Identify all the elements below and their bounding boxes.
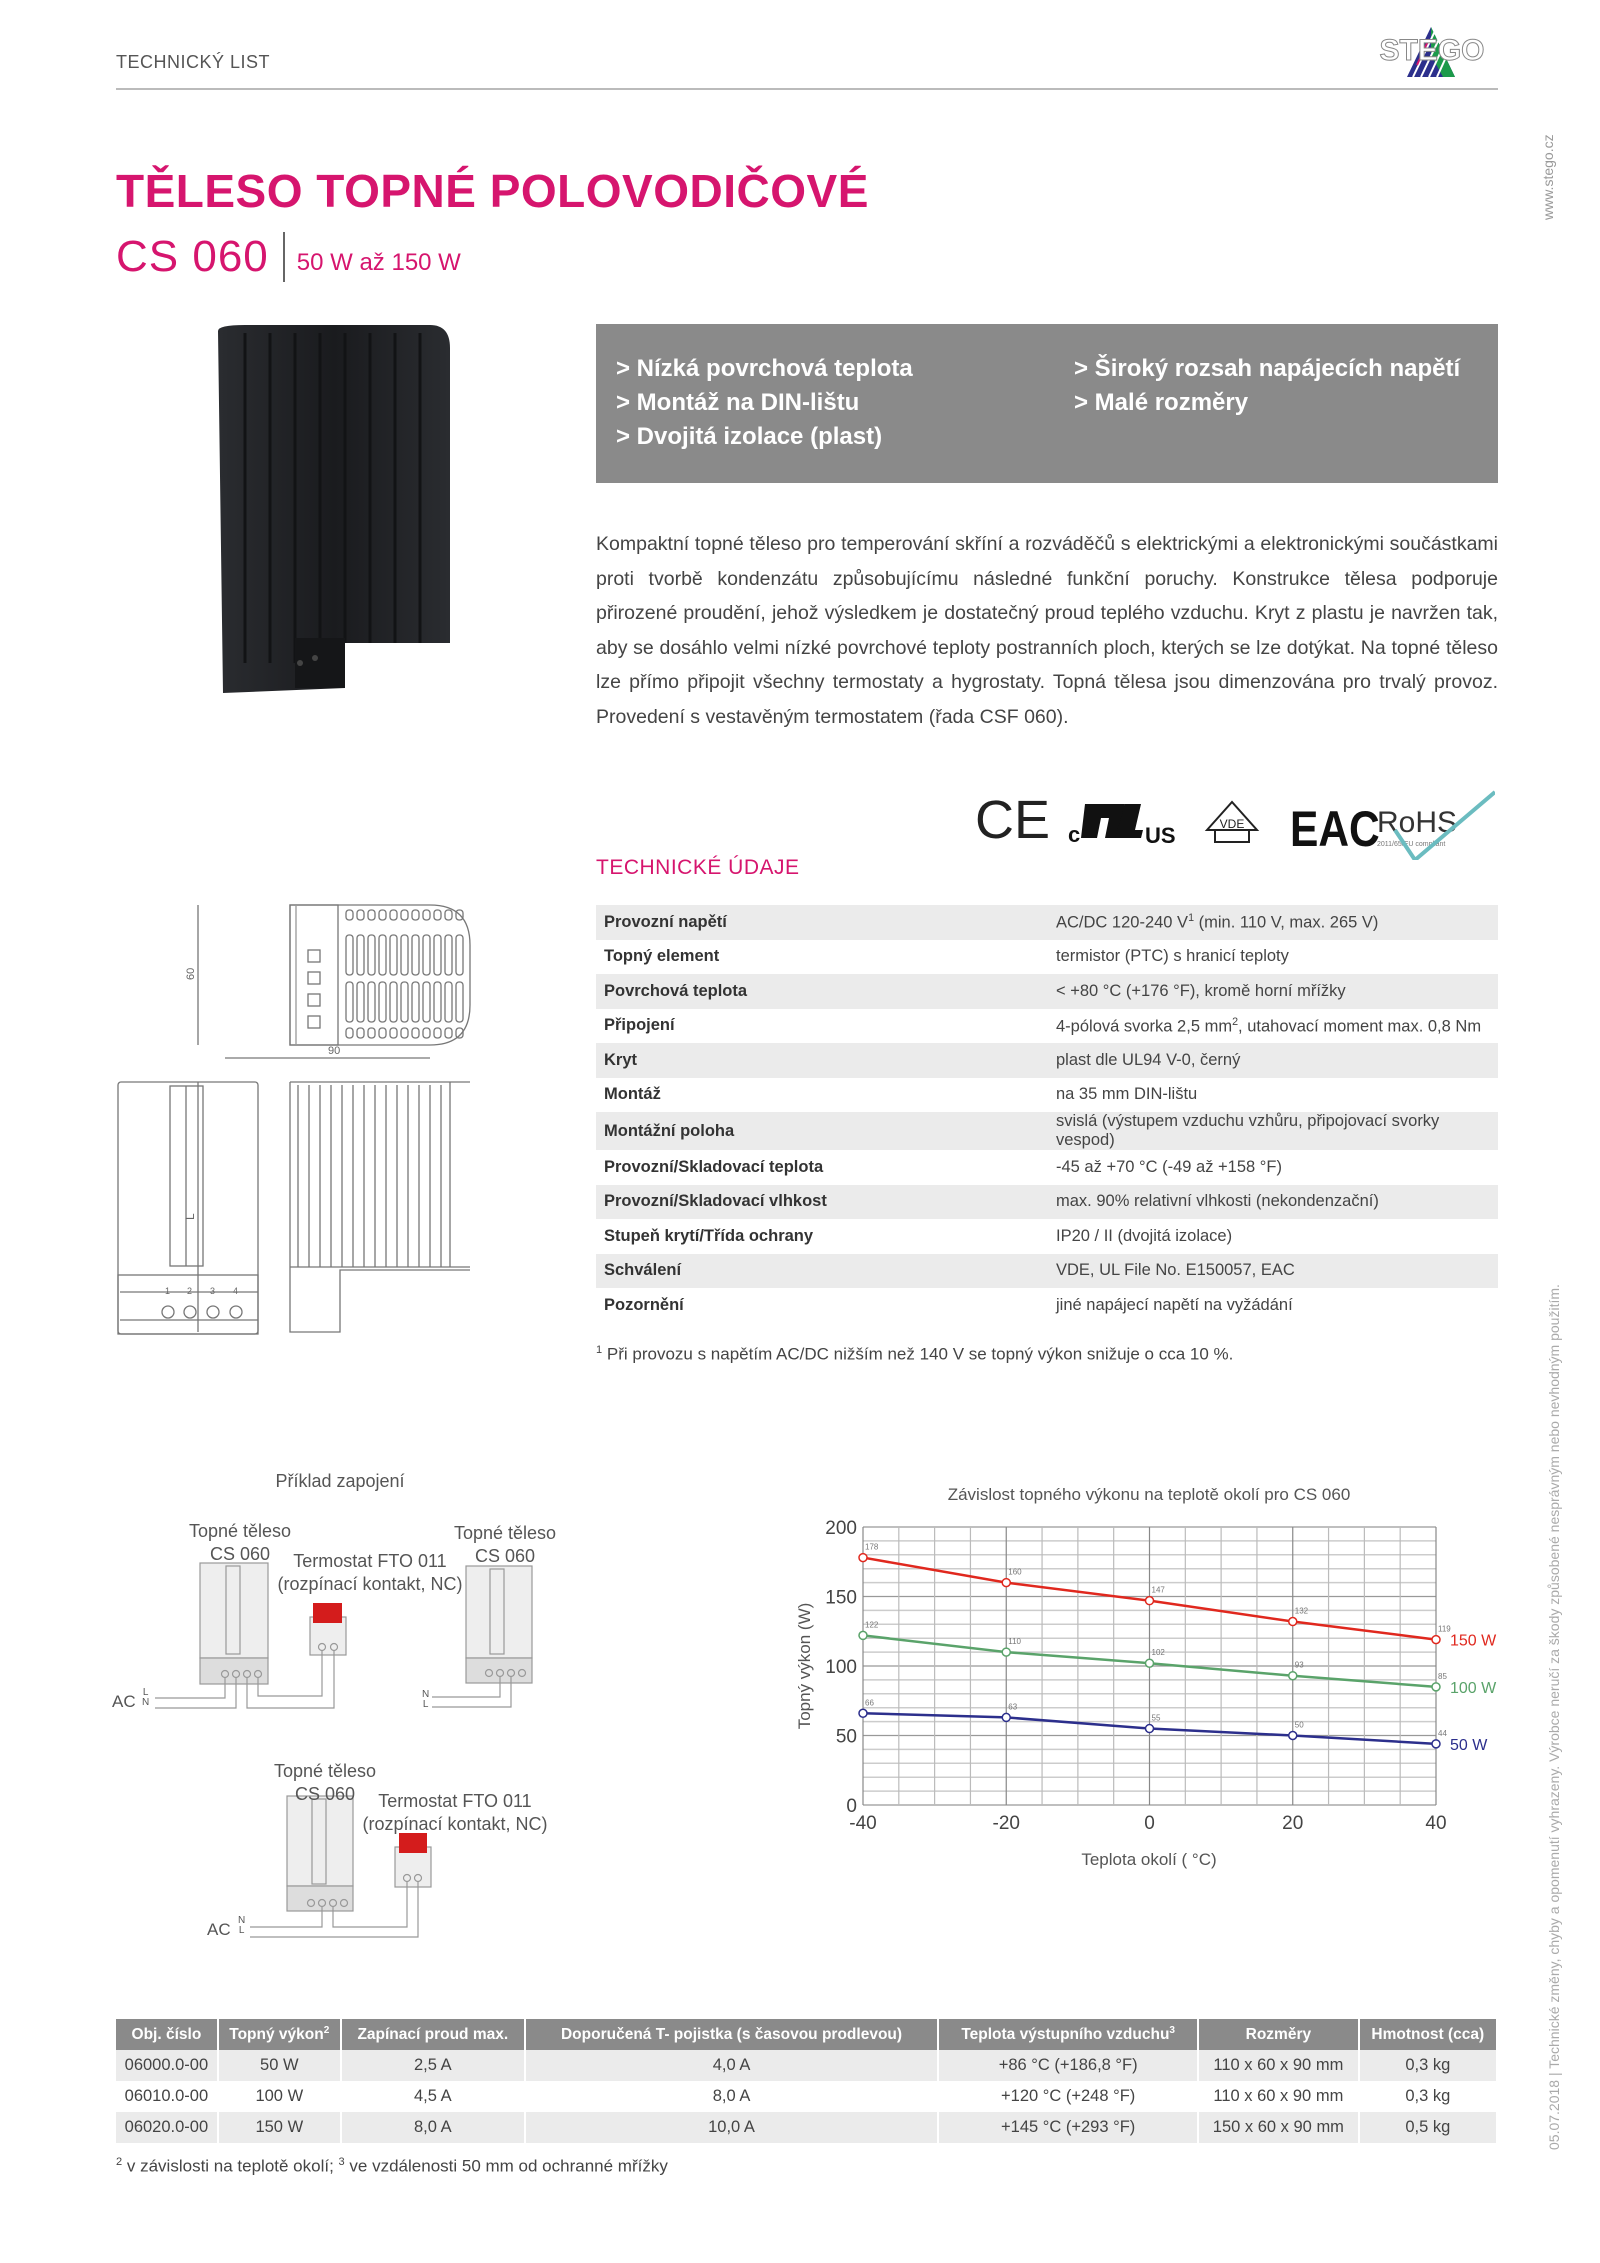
svg-text:4: 4 [233,1286,239,1296]
heater-model-label: CS 060 [209,1544,271,1564]
table-footnote: $^2$ v závislosti na teplotě okolí; $^3$ ve vzdálenosti 50 mm od ochranné mřížky [116,2156,668,2176]
spec-value [1048,974,1498,1009]
table-cell: 4,5 A [341,2081,525,2112]
svg-text:c: c [1068,822,1081,847]
data-label: 44 [1438,1728,1447,1738]
svg-text:1: 1 [165,1286,171,1296]
table-cell: 10,0 A [525,2112,938,2143]
eac-mark-icon [1290,801,1380,857]
data-label: 122 [865,1620,879,1630]
spec-value-text: 4-pólová svorka 2,5 mm [1056,1017,1233,1035]
y-tick-label: 50 [835,1726,857,1748]
table-row [116,2112,1497,2143]
table-cell: 8,0 A [525,2081,938,2112]
data-point [1432,1636,1440,1644]
spec-label: Montážní poloha [596,1112,1048,1150]
data-point [1289,1672,1297,1680]
spec-value [1048,1254,1498,1289]
table-cell: 2,5 A [341,2050,525,2081]
x-tick-label: 40 [1425,1813,1447,1834]
n-label: N [142,1697,150,1708]
table-cell: 06020.0-00 [116,2112,218,2143]
spec-row [596,1288,1498,1323]
data-label: 66 [865,1698,874,1708]
spec-row [596,1219,1498,1254]
spec-value-text: AC/DC 120-240 V [1056,913,1189,932]
data-point [1289,1618,1297,1626]
table-cell: +145 °C (+293 °F) [938,2112,1198,2143]
spec-value-text: VDE, UL File No. E150057, EAC [1056,1261,1295,1280]
technical-data-table [596,905,1498,1323]
thermostat-label: Termostat FTO 011 [378,1791,532,1811]
feature-item: > Malé rozměry [1074,389,1249,416]
dimension-length: L [183,1213,197,1220]
column-header: Teplota výstupního vzduchu$^3$ [938,2019,1198,2050]
ce-mark-icon [975,790,1050,850]
page-title: TĚLESO TOPNÉ POLOVODIČOVÉ [116,165,869,217]
spec-row [596,974,1498,1009]
l-label: L [238,1925,245,1936]
l-label: L [422,1699,429,1710]
svg-text:CE: CE [975,790,1051,850]
table-cell: 4,0 A [525,2050,938,2081]
n-label: N [238,1915,246,1926]
thermostat-icon [310,1603,346,1655]
disclaimer: 05.07.2018 | Technické změny, chyby a opomenutí vyhrazeny. Výrobce neručí za škody způsobené nesprávným nebo nevhodným použitím. [1546,1284,1562,2150]
svg-text:2011/65/EU compliant: 2011/65/EU compliant [1377,841,1446,848]
dimension-drawings [110,890,550,1350]
data-label: 147 [1151,1585,1165,1595]
logo-text: STEGO [1379,34,1485,67]
data-point [1289,1732,1297,1740]
spec-value-text: na 35 mm DIN-lištu [1056,1085,1198,1104]
spec-value-text: , utahovací moment max. 0,8 Nm [1238,1017,1482,1035]
header-divider [116,88,1498,90]
table-row [116,2081,1497,2112]
stego-logo [1365,15,1500,81]
spec-label: Povrchová teplota [596,974,1048,1009]
footnote-ref: 2 [1232,1015,1239,1028]
table-cell: 150 W [218,2112,341,2143]
spec-value [1048,1150,1498,1185]
table-cell: 50 W [218,2050,341,2081]
data-label: 132 [1294,1606,1309,1616]
spec-value-text: max. 90% relativní vlhkosti (nekondenzační) [1056,1192,1379,1211]
table-cell: 150 x 60 x 90 mm [1198,2112,1358,2143]
table-cell: 0,3 kg [1359,2050,1497,2081]
data-label: 102 [1151,1648,1165,1658]
heater-label: Topné těleso [273,1761,377,1781]
power-vs-temperature-chart [780,1470,1540,1890]
spec-label: Pozornění [604,1295,684,1314]
rohs-mark-icon [1377,792,1495,860]
spec-value [1048,1009,1498,1044]
vde-mark-icon [1207,802,1257,842]
table-cell: 06000.0-00 [116,2050,218,2081]
y-axis-label: Topný výkon (W) [795,1602,814,1730]
svg-text:3: 3 [210,1286,216,1296]
data-point [859,1709,867,1717]
heater-icon [466,1566,532,1683]
data-label: 93 [1294,1660,1304,1670]
wiring-example [100,1460,570,1970]
spec-row [596,1254,1498,1289]
ul-mark-icon [1068,804,1176,848]
data-point [1146,1725,1154,1733]
spec-row [596,905,1498,940]
table-cell: 8,0 A [341,2112,525,2143]
spec-row [596,1112,1498,1150]
spec-value [1048,940,1498,975]
legend-label: 100 W [1450,1679,1497,1697]
product-description: Kompaktní topné těleso pro temperování skříní a rozváděčů s elektrickými a elektronickými součástkami proti tvorbě kondenzátu způsobujícímu následné funkční poruchy. Konstrukce tělesa podporuje přirozené proudění, jehož výsledkem je dostatečný proud teplého vzduchu. Kryt z plastu je navržen tak, aby se dosáhlo velmi nízké povrchové teploty postranních ploch, kterých se lze dotýkat. Na topné těleso lze přímo připojit všechny termostaty a hygrostaty. Topná tělesa jsou dimenzována pro trvalý provoz. Provedení s vestavěným termostatem (řada CSF 060). [596,533,1498,728]
column-header: Rozměry [1198,2019,1358,2050]
data-point [1002,1713,1010,1721]
wiring-title: Příklad zapojení [275,1471,405,1491]
spec-row [596,1150,1498,1185]
y-tick-label: 150 [825,1587,857,1609]
website-url: www.stego.cz [1540,134,1556,220]
spec-value [1048,1185,1498,1220]
y-tick-label: 0 [846,1796,857,1817]
spec-label: Provozní/Skladovací teplota [604,1157,824,1176]
footnote-ref: 1 [1188,912,1195,924]
model-name: CS 060 [116,232,285,282]
table-row [116,2050,1497,2081]
y-tick-label: 100 [825,1657,857,1678]
data-point [859,1554,867,1562]
spec-label: Topný element [604,947,720,966]
product-photo [215,323,455,695]
thermostat-label: Termostat FTO 011 [293,1551,447,1571]
feature-item: > Montáž na DIN-lištu [616,389,860,416]
spec-value-text: jiné napájecí napětí na vyžádání [1056,1295,1293,1314]
dimension-60: 60 [185,967,197,980]
feature-item: > Široký rozsah napájecích napětí [1074,355,1461,382]
feature-item: > Dvojitá izolace (plast) [616,423,883,450]
data-label: 110 [1008,1637,1022,1647]
svg-text:US: US [1145,823,1176,848]
subtitle [116,232,461,282]
spec-value [1048,1112,1498,1150]
column-header: Topný výkon$^2$ [218,2019,341,2050]
thermostat-sub-label: (rozpínací kontakt, NC) [277,1574,463,1594]
spec-row [596,940,1498,975]
data-point [1146,1659,1154,1667]
spec-value-text: IP20 / II (dvojitá izolace) [1056,1226,1233,1245]
spec-label: Provozní napětí [596,905,1048,940]
data-point [1002,1579,1010,1587]
spec-value-text: -45 až +70 °C (-49 až +158 °F) [1056,1157,1282,1176]
data-point [1002,1648,1010,1656]
spec-value [1048,1043,1498,1078]
spec-value-text: svislá (výstupem vzduchu vzhůru, připojovací svorky vespod) [1056,1112,1440,1149]
heater-label: Topné těleso [453,1523,557,1543]
x-tick-label: -20 [992,1813,1020,1834]
data-label: 50 [1294,1720,1304,1730]
spec-label: Schválení [596,1254,1048,1289]
chart-title: Závislost topného výkonu na teplotě okolí pro CS 060 [947,1485,1351,1504]
table-cell: 0,3 kg [1359,2081,1497,2112]
spec-row [596,1078,1498,1113]
data-label: 63 [1008,1702,1018,1712]
heater-icon [287,1796,353,1911]
column-header: Obj. číslo [116,2019,218,2050]
data-point [859,1631,867,1639]
certification-logos [975,780,1495,860]
spec-label: Připojení [604,1016,675,1035]
spec-value [1048,1219,1498,1254]
heater-label: Topné těleso [188,1521,292,1541]
table-cell: +120 °C (+248 °F) [938,2081,1198,2112]
data-point [1432,1683,1440,1691]
table-cell: 06010.0-00 [116,2081,218,2112]
section-title-technical-data: TECHNICKÉ ÚDAJE [596,856,800,879]
table-cell: +86 °C (+186,8 °F) [938,2050,1198,2081]
spec-label: Montáž [604,1085,661,1104]
data-label: 160 [1008,1567,1022,1577]
y-tick-label: 200 [825,1518,857,1539]
heater-model-label: CS 060 [474,1546,536,1566]
legend-label: 50 W [1450,1736,1488,1754]
spec-value [1048,1078,1498,1113]
table-cell: 110 x 60 x 90 mm [1198,2050,1358,2081]
dimension-90: 90 [328,1045,341,1057]
data-point [1146,1597,1154,1605]
spec-value [1048,1288,1498,1323]
feature-item: > Nízká povrchová teplota [616,355,913,382]
column-header: Zapínací proud max. [341,2019,525,2050]
data-label: 85 [1438,1671,1447,1681]
spec-value [1048,905,1498,940]
svg-text:VDE: VDE [1219,817,1245,831]
table-cell: 0,5 kg [1359,2112,1497,2143]
spec-value-text: (min. 110 V, max. 265 V) [1194,913,1379,932]
heater-icon [200,1563,268,1684]
ac-label: AC [207,1920,231,1939]
x-tick-label: 20 [1282,1813,1304,1834]
svg-text:EAC: EAC [1290,800,1380,857]
svg-text:RoHS: RoHS [1377,806,1458,839]
thermostat-sub-label: (rozpínací kontakt, NC) [362,1814,548,1834]
data-label: 119 [1438,1624,1451,1634]
n-label: N [422,1689,430,1700]
spec-row [596,1043,1498,1078]
table-cell: 100 W [218,2081,341,2112]
spec-value-text: plast dle UL94 V-0, černý [1056,1050,1241,1069]
heater-model-label: CS 060 [294,1784,356,1804]
spec-footnote: $^1$ Při provozu s napětím AC/DC nižším než 140 V se topný výkon snižuje o cca 10 %. [596,1344,1234,1364]
data-label: 178 [865,1542,879,1552]
data-label: 55 [1151,1713,1161,1723]
spec-label: Stupeň krytí/Třída ochrany [604,1226,814,1245]
table-cell: 110 x 60 x 90 mm [1198,2081,1358,2112]
product-variants-table [116,2019,1498,2143]
ac-label: AC [112,1692,136,1711]
power-range: 50 W až 150 W [296,249,461,276]
thermostat-icon [395,1833,431,1887]
spec-label: Kryt [596,1043,1048,1078]
spec-label: Provozní/Skladovací vlhkost [596,1185,1048,1220]
spec-value-text: < +80 °C (+176 °F), kromě horní mřížky [1056,981,1346,1000]
spec-row [596,1185,1498,1220]
column-header: Hmotnost (cca) [1359,2019,1497,2050]
legend-label: 150 W [1450,1632,1497,1650]
column-header: Doporučená T- pojistka (s časovou prodlevou) [525,2019,938,2050]
spec-row [596,1009,1498,1044]
x-tick-label: 0 [1144,1813,1155,1834]
feature-box [596,324,1498,483]
l-label: L [142,1687,149,1698]
document-type-label: TECHNICKÝ LIST [116,52,271,72]
spec-value-text: termistor (PTC) s hranicí teploty [1056,947,1289,966]
data-point [1432,1740,1440,1748]
svg-text:2: 2 [187,1286,193,1296]
x-axis-label: Teplota okolí ( °C) [1081,1850,1217,1869]
x-tick-label: -40 [849,1813,877,1834]
